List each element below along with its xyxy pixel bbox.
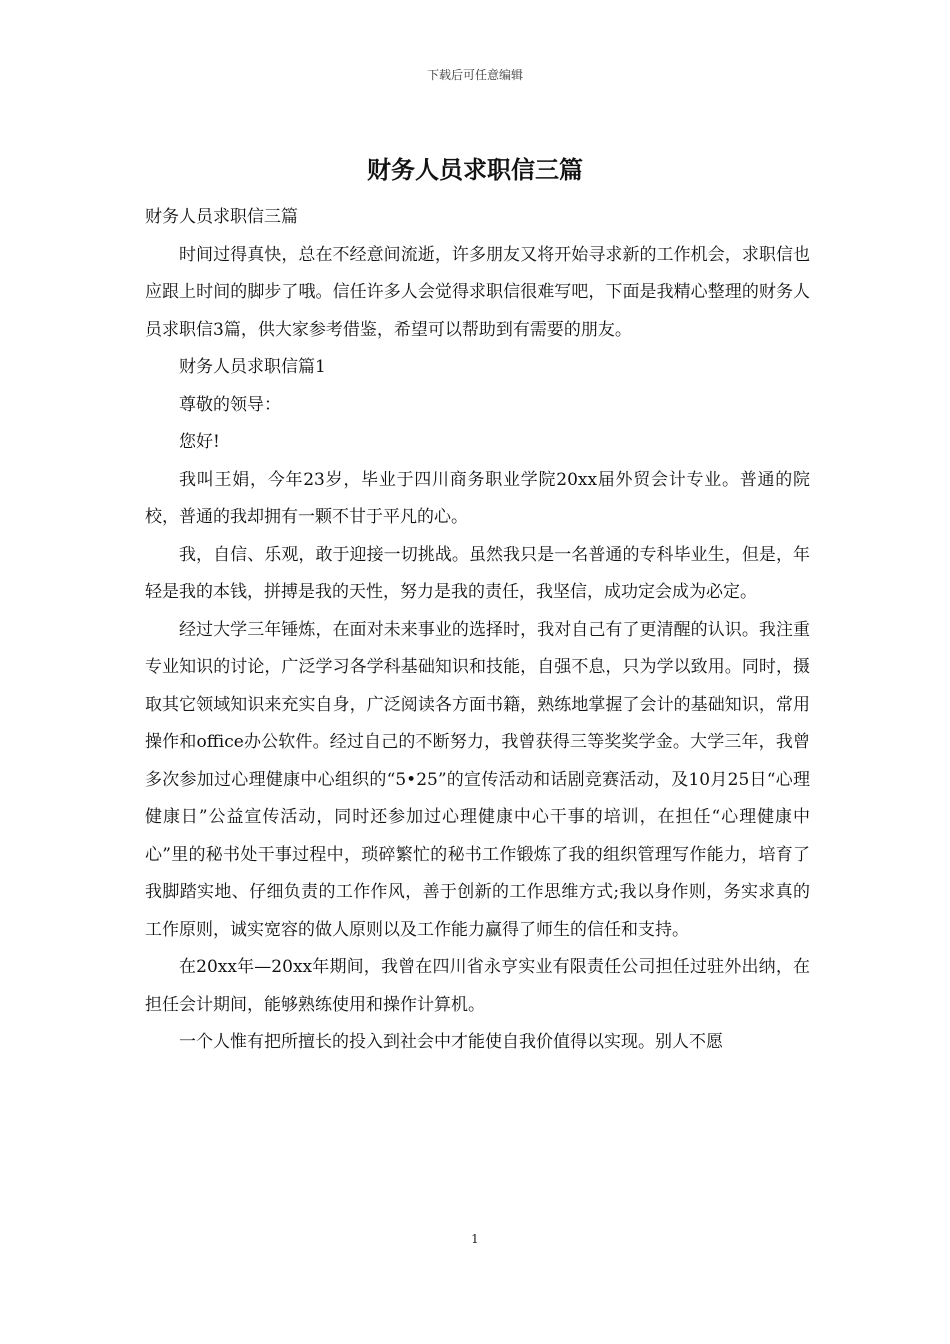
intro-paragraph: 时间过得真快，总在不经意间流逝，许多朋友又将开始寻求新的工作机会，求职信也应跟上时间的脚步了哦。信任许多人会觉得求职信很难写吧，下面是我精心整理的财务人员求职信3篇，供大家参考借鉴，希望可以帮助到有需要的朋友。 <box>145 244 810 340</box>
body-paragraph: 我叫王娟，今年23岁，毕业于四川商务职业学院20xx届外贸会计专业。普通的院校，普通的我却拥有一颗不甘于平凡的心。 <box>145 469 810 527</box>
document-title: 财务人员求职信三篇 <box>367 155 583 184</box>
page-number: 1 <box>471 1232 479 1246</box>
body-paragraph: 在20xx年—20xx年期间，我曾在四川省永亨实业有限责任公司担任过驻外出纳，在担任会计期间，能够熟练使用和操作计算机。 <box>145 957 810 1015</box>
section-heading: 财务人员求职信篇1 <box>179 357 326 377</box>
body-paragraph: 一个人惟有把所擅长的投入到社会中才能使自我价值得以实现。别人不愿 <box>179 1032 723 1052</box>
salutation: 尊敬的领导： <box>179 394 281 415</box>
body-paragraph: 经过大学三年锤炼，在面对未来事业的选择时，我对自己有了更清醒的认识。我注重专业知识的讨论，广泛学习各学科基础知识和技能，自强不息，只为学以致用。同时，摄取其它领域知识来充实自身，广泛阅读各方面书籍，熟练地掌握了会计的基础知识，常用操作和office办公软件。经过自己的不断努力，我曾获得三等奖奖学金。大学三年，我曾多次参加过心理健康中心组织的“5•25”的宣传活动和话剧竞赛活动，及10月25日“心理健康日”公益宣传活动，同时还参加过心理健康中心干事的培训，在担任“心理健康中心”里的秘书处干事过程中，琐碎繁忙的秘书工作锻炼了我的组织管理写作能力，培育了我脚踏实地、仔细负责的工作作风，善于创新的工作思维方式;我以身作则，务实求真的工作原则，诚实宽容的做人原则以及工作能力赢得了师生的信任和支持。 <box>145 619 810 940</box>
document-body <box>145 199 810 1062</box>
body-paragraph: 我，自信、乐观，敢于迎接一切挑战。虽然我只是一名普通的专科毕业生，但是，年轻是我的本钱，拼搏是我的天性，努力是我的责任，我坚信，成功定会成为必定。 <box>145 544 810 602</box>
header-note: 下载后可任意编辑 <box>426 68 523 82</box>
greeting: 您好! <box>179 432 220 452</box>
subtitle-paragraph: 财务人员求职信三篇 <box>145 207 298 227</box>
